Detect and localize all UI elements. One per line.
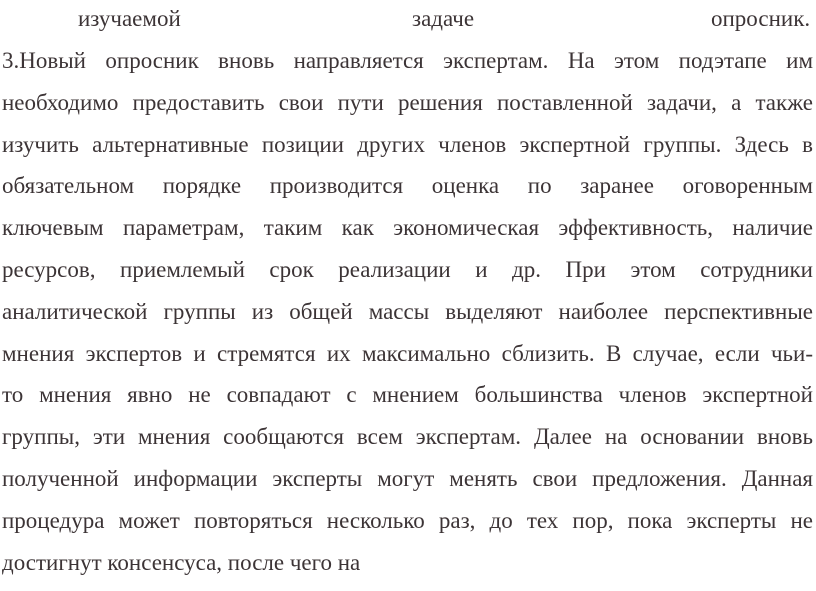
text-line-10: группы, эти мнения сообщаются всем экспертам. Далее на основании вновь xyxy=(2,424,813,449)
text-line-11: полученной информации эксперты могут менять свои предложения. Данная xyxy=(2,466,813,491)
line-0-word-2: задаче xyxy=(412,6,475,31)
text-line-2: необходимо предоставить свои пути решения поставленной задачи, а также xyxy=(2,90,813,115)
line-0-word-1: изучаемой xyxy=(78,6,181,31)
text-line-9: то мнения явно не совпадают с мнением большинства членов экспертной xyxy=(2,382,813,407)
text-line-5: ключевым параметрам, таким как экономическая эффективность, наличие xyxy=(2,215,813,240)
text-line-13: достигнут консенсуса, после чего на xyxy=(2,550,361,575)
text-line-12: процедура может повторяться несколько раз, до тех пор, пока эксперты не xyxy=(2,508,813,533)
text-line-8: мнения экспертов и стремятся их максимально сблизить. В случае, если чьи- xyxy=(2,341,813,366)
text-line-1: 3.Новый опросник вновь направляется экспертам. На этом подэтапе им xyxy=(2,48,813,73)
text-line-0 xyxy=(0,4,816,34)
text-line-3: изучить альтернативные позиции других членов экспертной группы. Здесь в xyxy=(2,132,813,157)
text-line-7: аналитической группы из общей массы выделяют наиболее перспективные xyxy=(2,299,813,324)
text-line-6: ресурсов, приемлемый срок реализации и др. При этом сотрудники xyxy=(2,257,813,282)
text-line-4: обязательном порядке производится оценка по заранее оговоренным xyxy=(2,173,813,198)
line-0-word-3: опросник. xyxy=(711,6,811,31)
